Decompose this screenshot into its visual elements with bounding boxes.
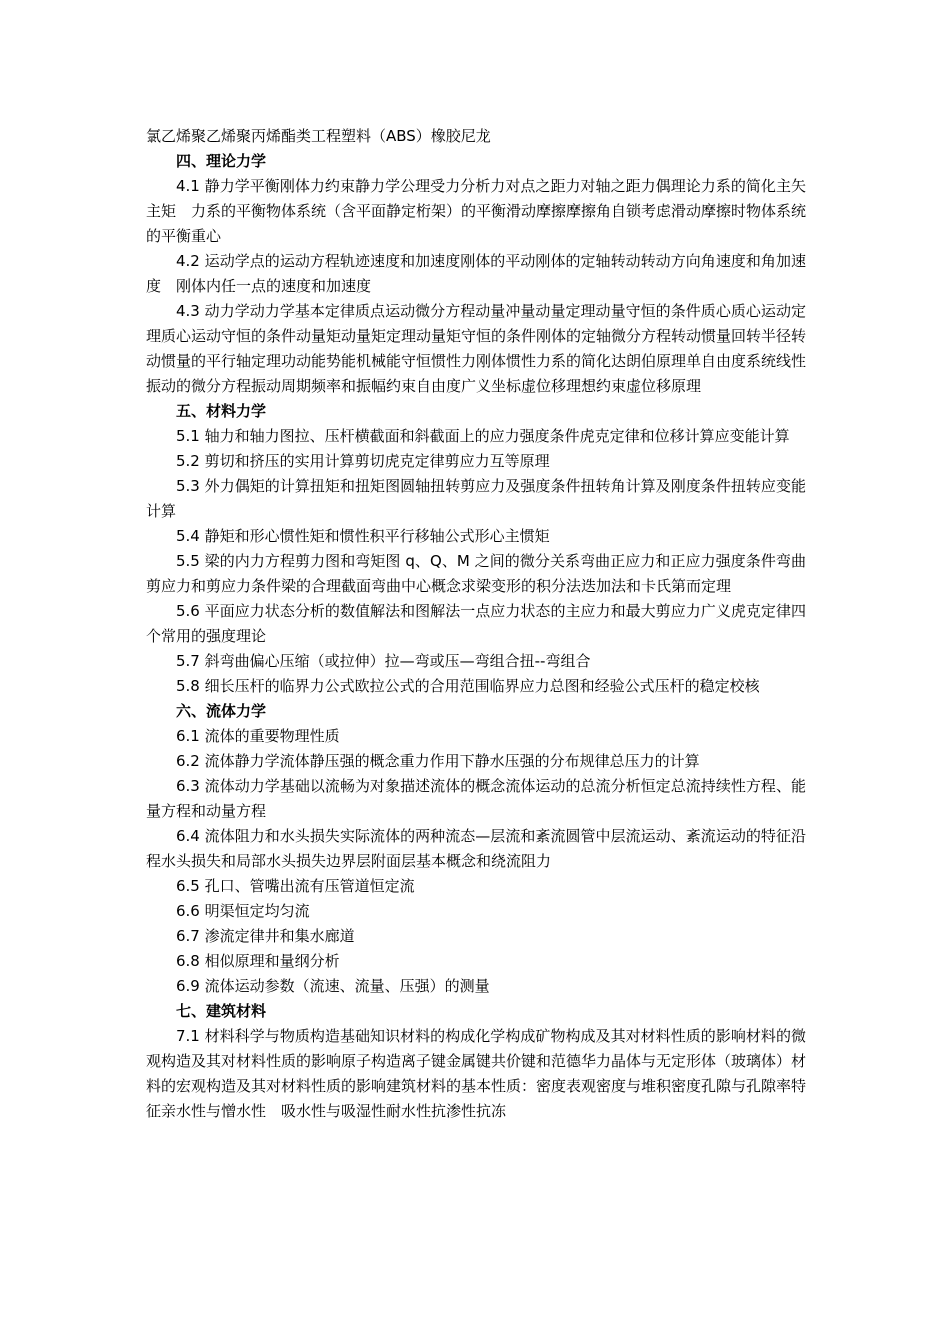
paragraph-5-2: 5.2 剪切和挤压的实用计算剪切虎克定律剪应力互等原理 (176, 452, 550, 470)
paragraph-5-6: 5.6 平面应力状态分析的数值解法和图解法一点应力状态的主应力和最大剪应力广义虎克定律四个常用的强度理论 (146, 602, 806, 645)
paragraph-6-7: 6.7 渗流定律井和集水廊道 (176, 927, 355, 945)
paragraph-4-2: 4.2 运动学点的运动方程轨迹速度和加速度刚体的平动刚体的定轴转动转动方向角速度和角加速度 刚体内任一点的速度和加速度 (146, 252, 806, 295)
paragraph-6-4: 6.4 流体阻力和水头损失实际流体的两种流态—层流和紊流圆管中层流运动、紊流运动的特征沿程水头损失和局部水头损失边界层附面层基本概念和绕流阻力 (146, 827, 806, 870)
paragraph-6-1: 6.1 流体的重要物理性质 (176, 727, 340, 745)
section-heading-theoretical-mechanics: 四、理论力学 (176, 152, 267, 170)
paragraph-4-1: 4.1 静力学平衡刚体力约束静力学公理受力分析力对点之距力对轴之距力偶理论力系的简化主矢主矩 力系的平衡物体系统（含平面静定桁架）的平衡滑动摩擦摩擦角自锁考虑滑动摩擦时物体系统的平衡重心 (146, 177, 807, 245)
document-body (146, 124, 806, 1124)
paragraph-5-8: 5.8 细长压杆的临界力公式欧拉公式的合用范围临界应力总图和经验公式压杆的稳定校核 (176, 677, 760, 695)
paragraph-7-1: 7.1 材料科学与物质构造基础知识材料的构成化学构成矿物构成及其对材料性质的影响材料的微观构造及其对材料性质的影响原子构造离子键金属键共价键和范德华力晶体与无定形体（玻璃体）材料的宏观构造及其对材料性质的影响建筑材料的基本性质：密度表观密度与堆积密度孔隙与孔隙率特征亲水性与憎水性 吸水性与吸湿性耐水性抗渗性抗冻 (146, 1027, 807, 1120)
section-heading-mechanics-of-materials: 五、材料力学 (176, 402, 267, 420)
paragraph-6-2: 6.2 流体静力学流体静压强的概念重力作用下静水压强的分布规律总压力的计算 (176, 752, 700, 770)
paragraph-5-3: 5.3 外力偶矩的计算扭矩和扭矩图圆轴扭转剪应力及强度条件扭转角计算及刚度条件扭转应变能计算 (146, 477, 806, 520)
paragraph-6-5: 6.5 孔口、管嘴出流有压管道恒定流 (176, 877, 415, 895)
paragraph-5-1: 5.1 轴力和轴力图拉、压杆横截面和斜截面上的应力强度条件虎克定律和位移计算应变能计算 (176, 427, 790, 445)
paragraph-6-8: 6.8 相似原理和量纲分析 (176, 952, 340, 970)
paragraph-6-9: 6.9 流体运动参数（流速、流量、压强）的测量 (176, 977, 490, 995)
section-heading-fluid-mechanics: 六、流体力学 (176, 702, 267, 720)
paragraph-6-3: 6.3 流体动力学基础以流畅为对象描述流体的概念流体运动的总流分析恒定总流持续性方程、能量方程和动量方程 (146, 777, 806, 820)
paragraph-6-6: 6.6 明渠恒定均匀流 (176, 902, 310, 920)
section-heading-building-materials: 七、建筑材料 (176, 1002, 267, 1020)
paragraph-5-7: 5.7 斜弯曲偏心压缩（或拉伸）拉—弯或压—弯组合扭--弯组合 (176, 652, 591, 670)
intro-line: 氯乙烯聚乙烯聚丙烯酯类工程塑料（ABS）橡胶尼龙 (146, 127, 491, 145)
paragraph-5-4: 5.4 静矩和形心惯性矩和惯性积平行移轴公式形心主惯矩 (176, 527, 550, 545)
paragraph-5-5: 5.5 梁的内力方程剪力图和弯矩图 q、Q、M 之间的微分关系弯曲正应力和正应力强度条件弯曲剪应力和剪应力条件梁的合理截面弯曲中心概念求梁变形的积分法迭加法和卡氏第而定理 (146, 552, 806, 595)
paragraph-4-3: 4.3 动力学动力学基本定律质点运动微分方程动量冲量动量定理动量守恒的条件质心质心运动定理质心运动守恒的条件动量矩动量矩定理动量矩守恒的条件刚体的定轴微分方程转动惯量回转半径转动惯量的平行轴定理功动能势能机械能守恒惯性力刚体惯性力系的简化达朗伯原理单自由度系统线性振动的微分方程振动周期频率和振幅约束自由度广义坐标虚位移理想约束虚位移原理 (146, 302, 807, 395)
